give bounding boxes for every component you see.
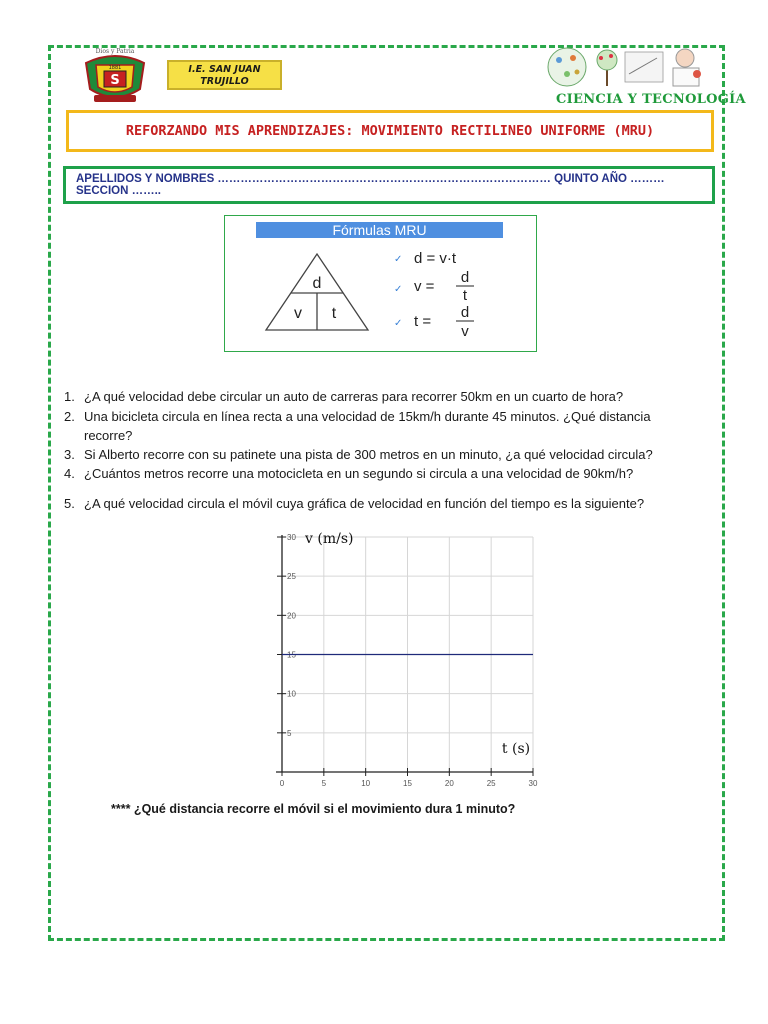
y-tick-label: 15: [287, 650, 296, 660]
student-info-line: APELLIDOS Y NOMBRES …………………………………………………………………………… QUINTO AÑO ……… SECCION ……..: [63, 166, 715, 204]
school-name-box: [167, 60, 282, 90]
x-tick-label: 10: [361, 779, 371, 788]
formula-velocity-num: d: [460, 269, 470, 286]
school-crest: [80, 45, 150, 107]
y-tick-label: 30: [287, 533, 296, 542]
y-tick-label: 20: [287, 611, 296, 621]
check-icon: ✓: [394, 318, 403, 329]
triangle-t: t: [331, 305, 337, 322]
x-tick-label: 30: [528, 779, 538, 788]
formula-list: [392, 244, 492, 344]
formula-velocity-den: t: [462, 287, 468, 304]
science-illustration: [545, 44, 713, 90]
x-tick-label: 20: [444, 779, 454, 788]
y-tick-label: 25: [287, 572, 296, 582]
formula-triangle: [262, 250, 372, 332]
y-axis-label: v (m/s): [305, 531, 354, 547]
velocity-time-chart: [255, 522, 555, 794]
question-3: 3. Si Alberto recorre con su patinete una pista de 300 metros en un minuto, ¿a qué velocidad circula?: [64, 447, 653, 462]
y-tick-label: 5: [287, 728, 292, 738]
crest-motto: Dios y Patria: [95, 48, 135, 55]
formula-distance: d = v·t: [414, 250, 457, 267]
triangle-d: d: [312, 275, 322, 292]
y-tick-label: 10: [287, 689, 296, 699]
check-icon: ✓: [394, 284, 403, 295]
triangle-v: v: [294, 305, 302, 322]
question-2-continuation: recorre?: [84, 428, 133, 443]
x-tick-label: 0: [279, 779, 285, 788]
x-tick-label: 15: [403, 779, 412, 788]
formula-heading: Fórmulas MRU: [256, 222, 503, 238]
final-question: **** ¿Qué distancia recorre el móvil si el movimiento dura 1 minuto?: [111, 802, 516, 816]
worksheet-title: REFORZANDO MIS APRENDIZAJES: MOVIMIENTO RECTILINEO UNIFORME (MRU): [125, 123, 655, 139]
question-2: 2. Una bicicleta circula en línea recta a una velocidad de 15km/h durante 45 minutos. ¿Qué distancia: [64, 409, 651, 424]
question-1: 1. ¿A qué velocidad debe circular un auto de carreras para recorrer 50km en un cuarto de hora?: [64, 389, 624, 404]
x-tick-label: 25: [486, 779, 496, 788]
check-icon: ✓: [394, 254, 403, 265]
formula-time-num: d: [460, 304, 470, 321]
x-tick-label: 5: [321, 779, 327, 788]
crest-year: 1881: [108, 65, 122, 71]
title-box: [66, 110, 714, 152]
formula-velocity-lhs: v =: [414, 278, 435, 295]
formula-time-den: v: [461, 323, 469, 340]
subject-area: CIENCIA Y TECNOLOGÍA: [556, 92, 746, 107]
x-axis-label: t (s): [501, 741, 531, 757]
crest-letter: S: [110, 73, 120, 88]
formula-time-lhs: t =: [414, 313, 432, 330]
question-5: 5. ¿A qué velocidad circula el móvil cuya gráfica de velocidad en función del tiempo es la siguiente?: [64, 496, 645, 511]
school-name-line1: I.E. SAN JUAN: [188, 64, 261, 75]
question-4: 4. ¿Cuántos metros recorre una motocicleta en un segundo si circula a una velocidad de 90km/h?: [64, 466, 634, 481]
school-name-line2: TRUJILLO: [200, 76, 249, 87]
